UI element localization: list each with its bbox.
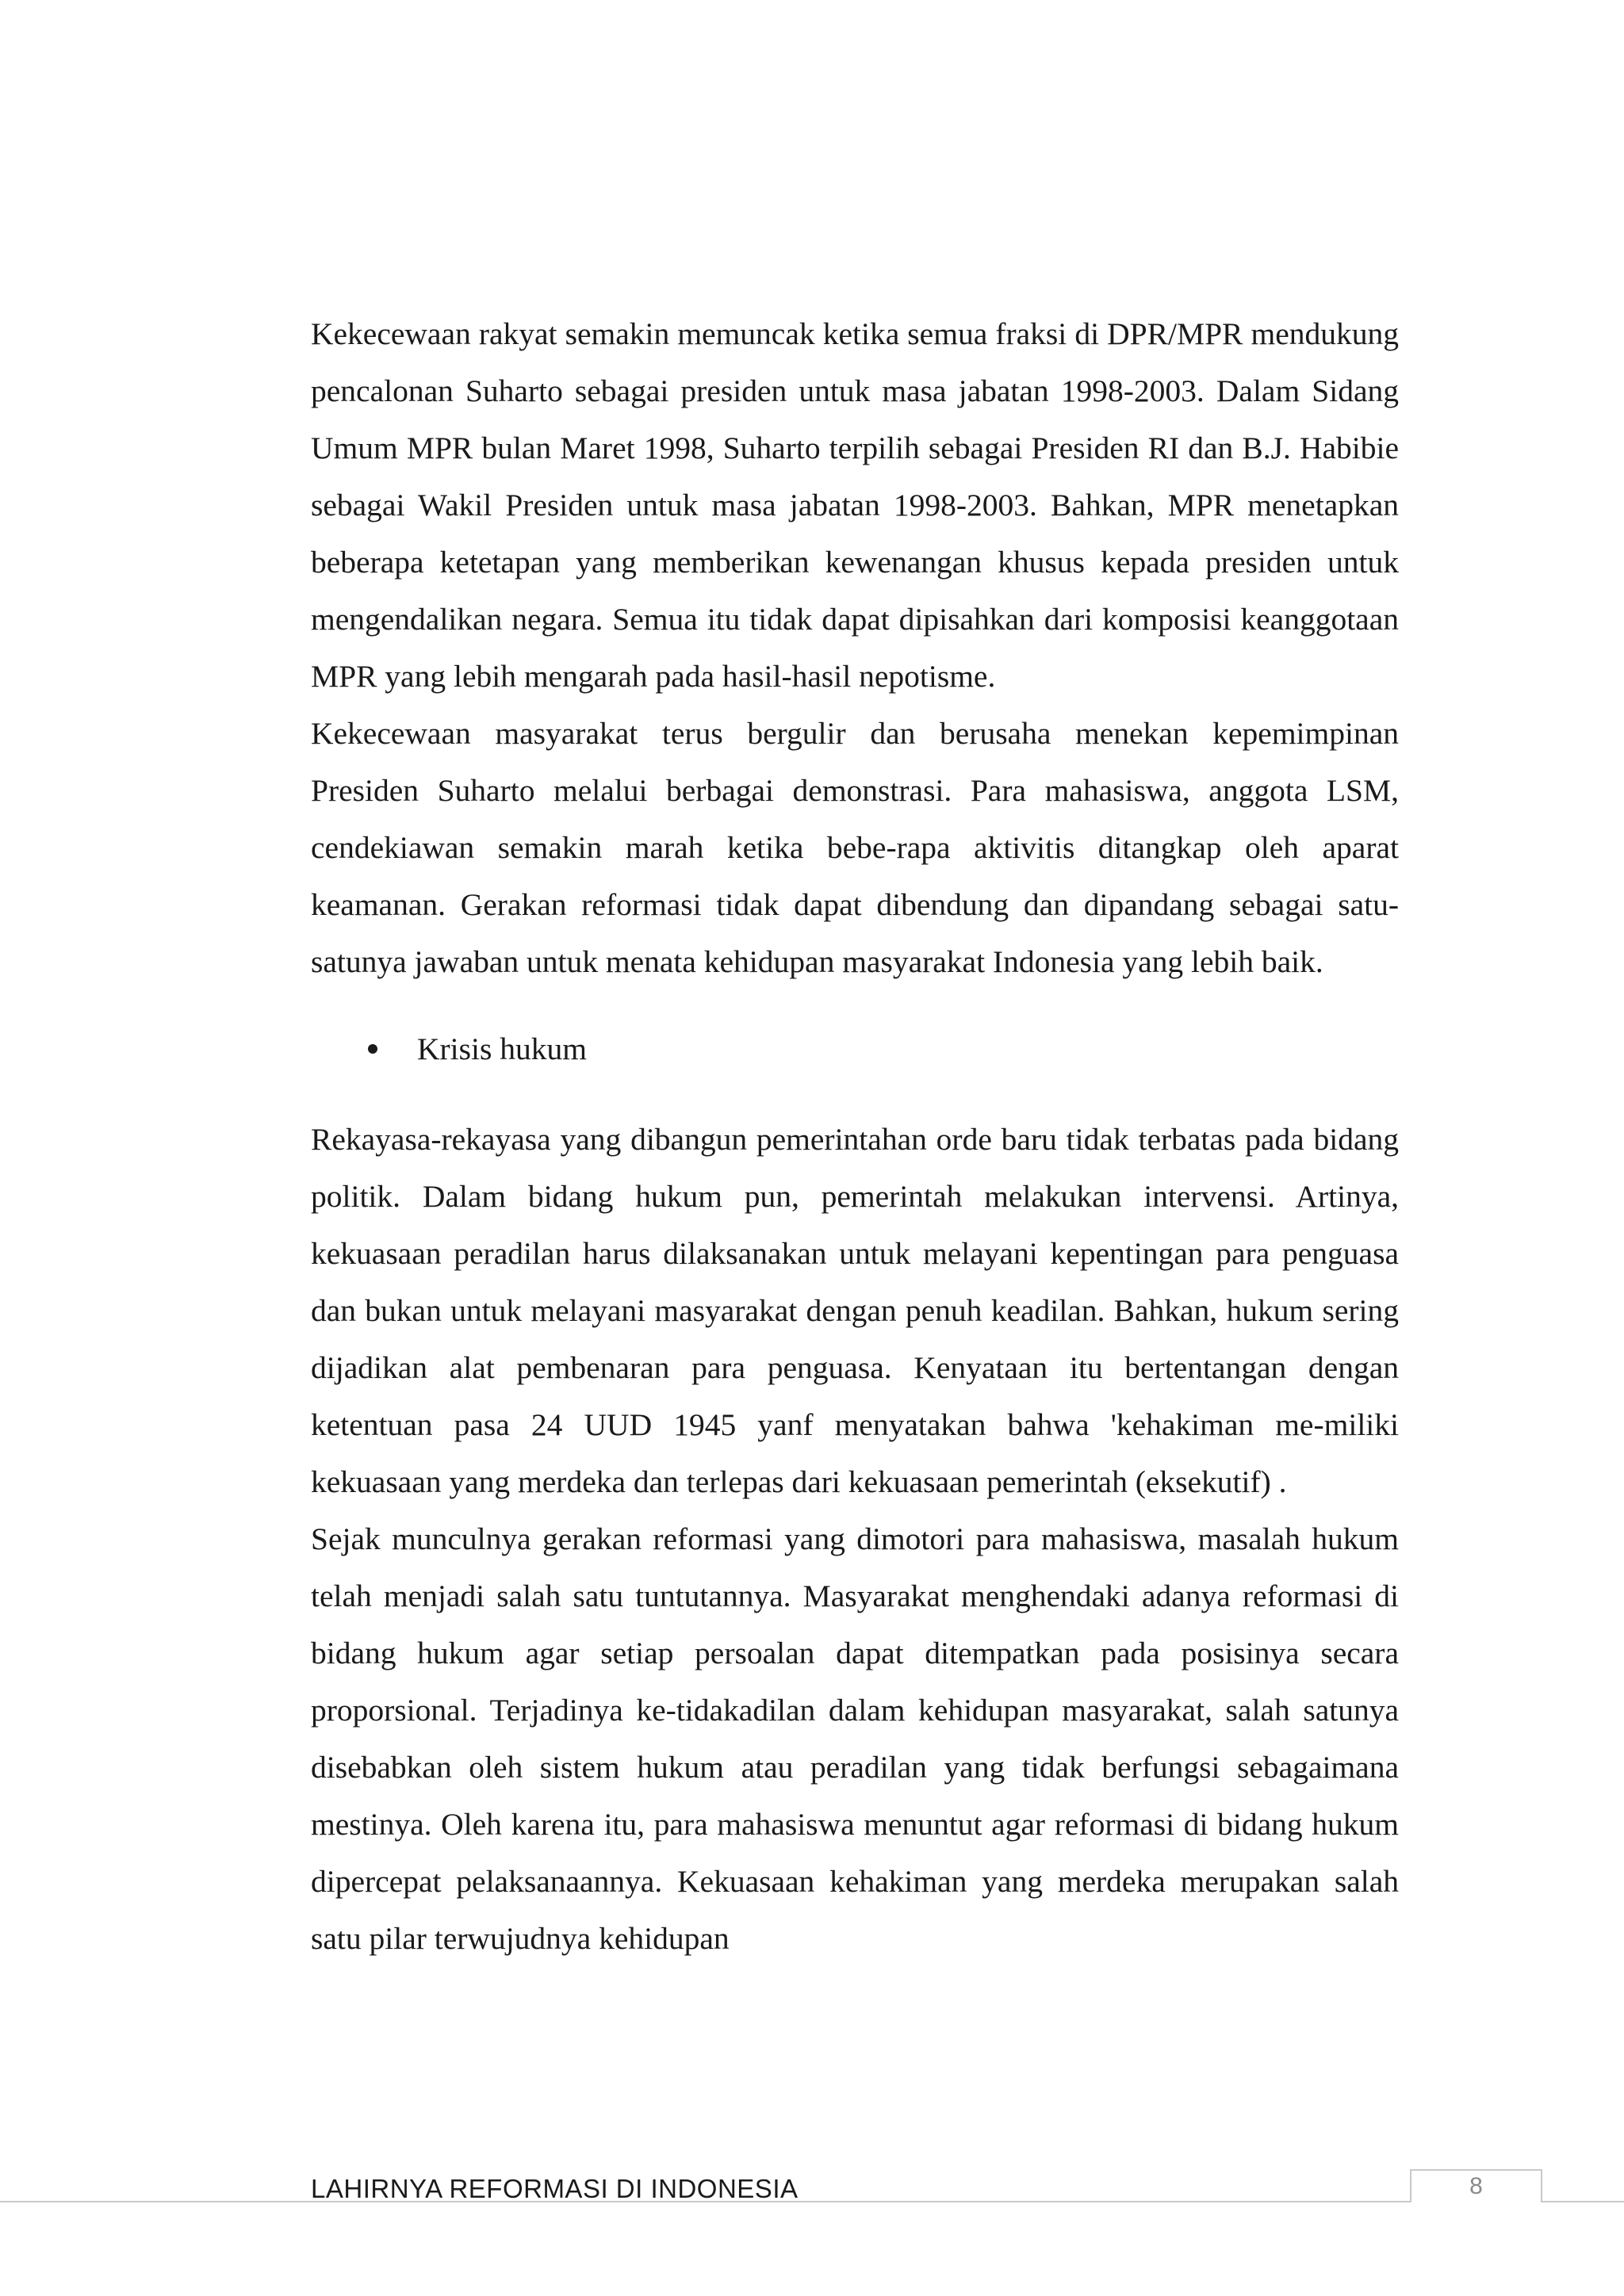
paragraph: Kekecewaan rakyat semakin memuncak ketika semua fraksi di DPR/MPR mendukung pencalonan Suharto sebagai presiden untuk masa jabatan 1998-2003. Dalam Sidang Umum MPR bulan Maret 1998, Suharto terpilih sebagai Presiden RI dan B.J. Habibie sebagai Wakil Presiden untuk masa jabatan 1998-2003. Bahkan, MPR menetapkan beberapa ketetapan yang memberikan kewenangan khusus kepada presiden untuk mengendalikan negara. Semua itu tidak dapat dipisahkan dari komposisi keanggotaan MPR yang lebih mengarah pada hasil-hasil nepotisme. (311, 316, 1399, 694)
footer-rule-right (1541, 2201, 1624, 2202)
bullet-label: Krisis hukum (417, 1031, 587, 1066)
page-number-box (1410, 2169, 1542, 2202)
bullet-dot-icon (368, 1044, 377, 1054)
page-number: 8 (1469, 2173, 1483, 2199)
page-body (311, 305, 1399, 1967)
footer-title: LAHIRNYA REFORMASI DI INDONESIA (311, 2174, 799, 2203)
bullet-item (311, 1020, 1399, 1077)
paragraph: Rekayasa-rekayasa yang dibangun pemerintahan orde baru tidak terbatas pada bidang politik. Dalam bidang hukum pun, pemerintah melakukan intervensi. Artinya, kekuasaan peradilan harus dilaksanakan untuk melayani kepentingan para penguasa dan bukan untuk melayani masyarakat dengan penuh keadilan. Bahkan, hukum sering dijadikan alat pembenaran para penguasa. Kenyataan itu bertentangan dengan ketentuan pasa 24 UUD 1945 yanf menyatakan bahwa 'kehakiman me-miliki kekuasaan yang merdeka dan terlepas dari kekuasaan pemerintah (eksekutif) . (311, 1122, 1399, 1499)
paragraph: Kekecewaan masyarakat terus bergulir dan berusaha menekan kepemimpinan Presiden Suharto melalui berbagai demonstrasi. Para mahasiswa, anggota LSM, cendekiawan semakin marah ketika bebe-rapa aktivitis ditangkap oleh aparat keamanan. Gerakan reformasi tidak dapat dibendung dan dipandang sebagai satu-satunya jawaban untuk menata kehidupan masyarakat Indonesia yang lebih baik. (311, 716, 1399, 979)
paragraph: Sejak munculnya gerakan reformasi yang dimotori para mahasiswa, masalah hukum telah menjadi salah satu tuntutannya. Masyarakat menghendaki adanya reformasi di bidang hukum agar setiap persoalan dapat ditempatkan pada posisinya secara proporsional. Terjadinya ke-tidakadilan dalam kehidupan masyarakat, salah satunya disebabkan oleh sistem hukum atau peradilan yang tidak berfungsi sebagaimana mestinya. Oleh karena itu, para mahasiswa menuntut agar reformasi di bidang hukum dipercepat pelaksanaannya. Kekuasaan kehakiman yang merdeka merupakan salah satu pilar terwujudnya kehidupan (311, 1521, 1399, 1956)
